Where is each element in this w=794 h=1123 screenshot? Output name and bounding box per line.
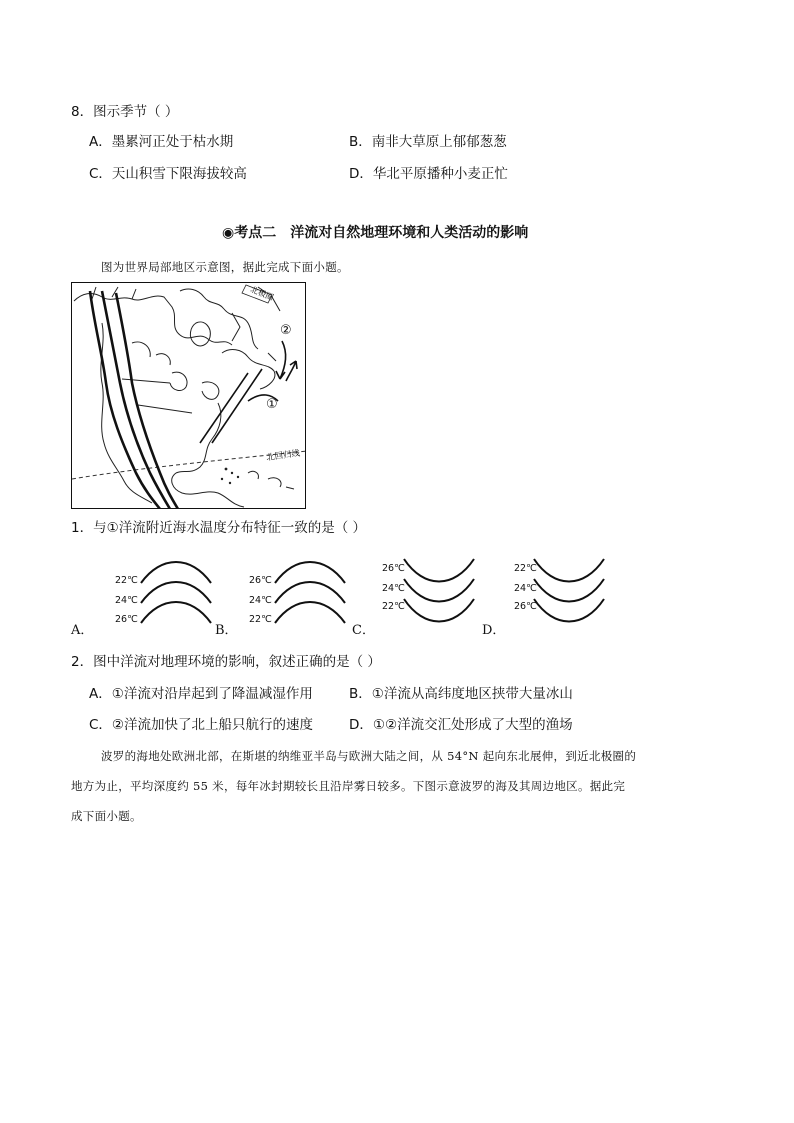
isotherm-label: 22℃ (249, 614, 272, 625)
isotherm-label: 24℃ (249, 595, 272, 606)
section-title: ◉考点二 洋流对自然地理环境和人类活动的影响 (222, 225, 529, 241)
q2-stem: 2．图中洋流对地理环境的影响，叙述正确的是（ ） (71, 654, 381, 670)
q2-option-c[interactable]: C．②洋流加快了北上船只航行的速度 (89, 717, 314, 733)
isotherm-label: 22℃ (514, 563, 537, 574)
q1-option-a[interactable] (71, 555, 221, 638)
q1-stem: 1．与①洋流附近海水温度分布特征一致的是（ ） (71, 520, 366, 536)
q2-option-a[interactable]: A．①洋流对沿岸起到了降温减湿作用 (89, 686, 313, 702)
isotherm-label: 26℃ (382, 563, 405, 574)
isotherm-diagram-a (71, 555, 221, 635)
q1-option-c[interactable] (352, 555, 502, 638)
isotherm-label: 26℃ (249, 575, 272, 586)
q8-stem: 8．图示季节（ ） (71, 104, 179, 120)
q1-option-d[interactable] (482, 555, 632, 638)
q2-option-d[interactable]: D．①②洋流交汇处形成了大型的渔场 (349, 717, 573, 733)
option-letter: D． (482, 623, 506, 638)
q2-option-b[interactable]: B．①洋流从高纬度地区挟带大量冰山 (349, 686, 573, 702)
q1-option-b[interactable] (215, 555, 365, 638)
current-1-marker: ① (266, 397, 278, 412)
isotherm-label: 26℃ (514, 601, 537, 612)
q8-option-b[interactable]: B．南非大草原上郁郁葱葱 (349, 134, 507, 150)
q8-option-a[interactable]: A．墨累河正处于枯水期 (89, 134, 234, 150)
isotherm-label: 22℃ (115, 575, 138, 586)
arctic-circle-label: 北极圈 (249, 284, 275, 303)
intro-text-2-line-3: 成下面小题。 (71, 809, 142, 823)
isotherm-label: 24℃ (514, 583, 537, 594)
isotherm-label: 24℃ (382, 583, 405, 594)
option-letter: C． (352, 623, 375, 638)
map-drawing (72, 283, 306, 509)
current-2-marker: ② (280, 323, 292, 338)
isotherm-label: 24℃ (115, 595, 138, 606)
tropic-of-cancer-label: 北回归线 (265, 448, 301, 464)
intro-text-2-line-2: 地方为止，平均深度约 55 米，每年冰封期较长且沿岸雾日较多。下图示意波罗的海及其周边地区。据此完 (71, 779, 626, 793)
north-america-map (71, 282, 306, 509)
intro-text-2-line-1: 波罗的海地处欧洲北部，在斯堪的纳维亚半岛与欧洲大陆之间，从 54°N 起向东北展伸，到近北极圈的 (101, 749, 637, 763)
option-letter: A． (71, 623, 94, 638)
isotherm-label: 22℃ (382, 601, 405, 612)
q8-option-c[interactable]: C．天山积雪下限海拔较高 (89, 166, 247, 182)
option-letter: B． (215, 623, 238, 638)
isotherm-label: 26℃ (115, 614, 138, 625)
intro-text-1: 图为世界局部地区示意图，据此完成下面小题。 (101, 260, 349, 274)
q8-option-d[interactable]: D．华北平原播种小麦正忙 (349, 166, 508, 182)
